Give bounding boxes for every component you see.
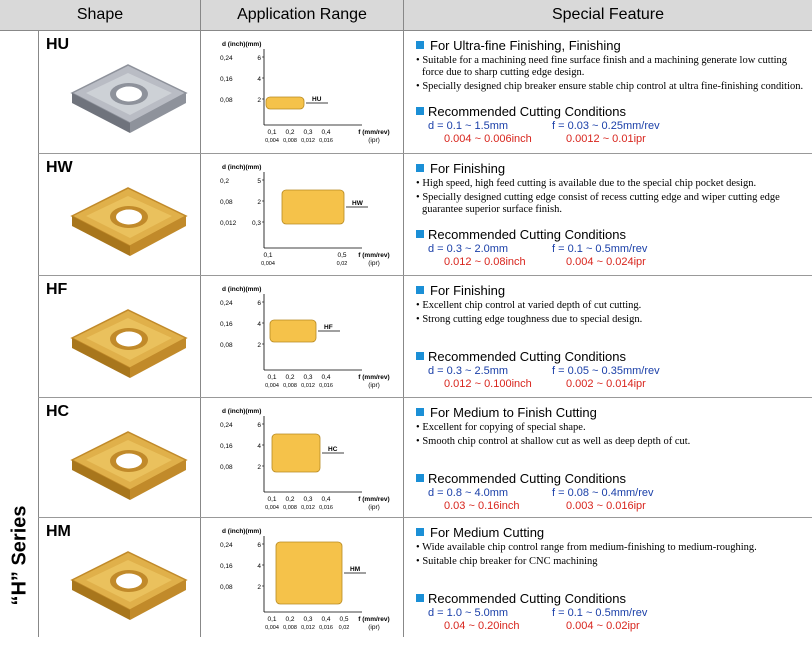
- feature-bullet: • Excellent chip control at varied depth of cut cutting.: [416, 300, 642, 311]
- feature-title: [416, 38, 621, 53]
- chart-tick-label: 2: [257, 97, 261, 104]
- divider: [38, 397, 812, 398]
- insert-code: HM: [46, 523, 71, 540]
- chart-tick-label: 0,3: [303, 616, 313, 623]
- divider: [38, 153, 812, 154]
- feature-bullet: • Specially designed cutting edge consist of recess cutting edge and wiper cutting edge guarantee superior surface finish.: [416, 192, 780, 215]
- insert-hole: [116, 454, 142, 469]
- chart-tick-label: 0,08: [220, 199, 233, 206]
- chart-tick-label: 0,08: [220, 464, 233, 471]
- series-label: “H” Series: [8, 505, 31, 606]
- feature-bullet: • Suitable for a machining need fine surface finish and a machining generate low cutting force due to sharp cutting edge design.: [416, 55, 788, 78]
- chart-tick-label: 0,008: [283, 505, 297, 511]
- feature-bullet-text: Strong cutting edge toughness due to special design.: [422, 314, 643, 325]
- recommended-title-text: Recommended Cutting Conditions: [428, 104, 626, 119]
- chart-tick-label: 0,3: [303, 129, 313, 136]
- feature-bullets: [414, 422, 806, 450]
- chart-tick-label: 4: [257, 443, 261, 450]
- chart-axis-label: f (mm/rev): [358, 616, 390, 623]
- chart-tick-label: 5: [257, 178, 261, 185]
- chart-tick-label: 0,2: [285, 129, 295, 136]
- insert-code: HW: [46, 159, 73, 176]
- chart-series-label: HU: [312, 96, 322, 103]
- recommended-title-text: Recommended Cutting Conditions: [428, 349, 626, 364]
- application-range-chart: [212, 404, 392, 516]
- chart-tick-label: 0,1: [267, 616, 277, 623]
- chart-range-area: [270, 320, 316, 342]
- chart-axis-label: d (inch)(mm): [222, 528, 262, 535]
- feature-bullet: • Excellent for copying of special shape.: [416, 422, 586, 433]
- feature-title: [416, 161, 505, 176]
- chart-tick-label: 0,1: [267, 496, 277, 503]
- feature-title-text: For Ultra-fine Finishing, Finishing: [430, 38, 621, 53]
- depth-of-cut-mm: d = 0.1 ~ 1.5mm: [428, 120, 509, 132]
- application-range-chart: [212, 524, 392, 636]
- chart-tick-label: 0,016: [319, 625, 333, 631]
- chart-tick-label: 0,012: [301, 505, 315, 511]
- chart-tick-label: 0,2: [285, 374, 295, 381]
- bullet-square-icon: [416, 107, 424, 115]
- feature-title-text: For Finishing: [430, 283, 506, 298]
- chart-tick-label: 0,3: [303, 374, 313, 381]
- chart-tick-label: 0,4: [321, 496, 331, 503]
- chart-axis-label: f (mm/rev): [358, 252, 390, 259]
- bullet-square-icon: [416, 230, 424, 238]
- chart-tick-label: 0,012: [301, 383, 315, 389]
- chart-tick-label: 0,24: [220, 300, 233, 307]
- chart-axis-label: d (inch)(mm): [222, 286, 262, 293]
- bullet-square-icon: [416, 286, 424, 294]
- chart-tick-label: 0,4: [321, 616, 331, 623]
- feed-mm: f = 0.03 ~ 0.25mm/rev: [552, 120, 660, 132]
- chart-tick-label: 2: [257, 464, 261, 471]
- chart-axis-label: (ipr): [368, 382, 380, 389]
- chart-tick-label: 0,08: [220, 584, 233, 591]
- chart-tick-label: 6: [257, 55, 261, 62]
- chart-tick-label: 0,1: [267, 129, 277, 136]
- feed-mm: f = 0.05 ~ 0.35mm/rev: [552, 365, 660, 377]
- feed-ipr: 0.004 ~ 0.02ipr: [566, 620, 640, 632]
- chart-tick-label: 0,08: [220, 97, 233, 104]
- insert-hole: [116, 87, 142, 102]
- chart-tick-label: 0,1: [267, 374, 277, 381]
- depth-of-cut-inch: 0.04 ~ 0.20inch: [444, 620, 520, 632]
- recommended-title: [416, 349, 626, 364]
- depth-of-cut-mm: d = 0.3 ~ 2.5mm: [428, 365, 509, 377]
- chart-tick-label: 0,02: [336, 261, 348, 267]
- chart-tick-label: 0,2: [285, 616, 295, 623]
- feature-bullets: [414, 178, 806, 218]
- chart-tick-label: 0,008: [283, 625, 297, 631]
- feature-title-text: For Medium to Finish Cutting: [430, 405, 597, 420]
- insert-hole: [116, 574, 142, 589]
- feed-ipr: 0.0012 ~ 0.01ipr: [566, 133, 646, 145]
- application-range-chart: [212, 282, 392, 394]
- bullet-square-icon: [416, 528, 424, 536]
- recommended-title-text: Recommended Cutting Conditions: [428, 591, 626, 606]
- chart-axis-label: (ipr): [368, 504, 380, 511]
- insert-hole: [116, 210, 142, 225]
- feature-title-text: For Medium Cutting: [430, 525, 545, 540]
- chart-axis-label: (ipr): [368, 137, 380, 144]
- chart-tick-label: 0,02: [338, 625, 350, 631]
- bullet-square-icon: [416, 474, 424, 482]
- chart-tick-label: 0,2: [220, 178, 230, 185]
- feature-bullet-text: Excellent for copying of special shape.: [422, 422, 586, 433]
- feature-bullet: • Strong cutting edge toughness due to special design.: [416, 314, 643, 325]
- chart-tick-label: 0,24: [220, 542, 233, 549]
- header-special-feature: Special Feature: [551, 6, 665, 23]
- insert-image: [64, 420, 194, 512]
- bullet-square-icon: [416, 594, 424, 602]
- feature-bullet-text: Suitable chip breaker for CNC machining: [422, 556, 598, 567]
- chart-tick-label: 0,1: [263, 252, 273, 259]
- chart-series-label: HW: [352, 200, 363, 207]
- chart-tick-label: 0,012: [301, 625, 315, 631]
- chart-axis-label: f (mm/rev): [358, 496, 390, 503]
- chart-series-label: HM: [350, 566, 361, 573]
- chart-tick-label: 0,24: [220, 55, 233, 62]
- header-shape: Shape: [76, 6, 124, 23]
- chart-tick-label: 0,4: [321, 374, 331, 381]
- chart-axis-label: d (inch)(mm): [222, 41, 262, 48]
- feature-bullets: [414, 542, 806, 570]
- divider: [403, 0, 404, 637]
- chart-tick-label: 0,016: [319, 383, 333, 389]
- depth-of-cut-mm: d = 0.8 ~ 4.0mm: [428, 487, 509, 499]
- bullet-square-icon: [416, 164, 424, 172]
- chart-tick-label: 0,004: [265, 383, 279, 389]
- feed-mm: f = 0.08 ~ 0.4mm/rev: [552, 487, 654, 499]
- feature-title: [416, 525, 544, 540]
- insert-image: [64, 540, 194, 632]
- chart-axis-label: f (mm/rev): [358, 374, 390, 381]
- feature-bullet: • Specially designed chip breaker ensure stable chip control at ultra fine-finishing condition.: [416, 81, 804, 92]
- feature-bullets: [414, 55, 806, 95]
- chart-tick-label: 0,008: [283, 383, 297, 389]
- chart-tick-label: 6: [257, 542, 261, 549]
- feature-bullet: • Suitable chip breaker for CNC machining: [416, 556, 598, 567]
- chart-tick-label: 0,16: [220, 443, 233, 450]
- depth-of-cut-inch: 0.03 ~ 0.16inch: [444, 500, 520, 512]
- recommended-title-text: Recommended Cutting Conditions: [428, 471, 626, 486]
- feature-bullet-text: Specially designed cutting edge consist of recess cutting edge and wiper cutting edge guarantee superior surface finish.: [422, 192, 780, 215]
- chart-tick-label: 2: [257, 342, 261, 349]
- chart-axis-label: (ipr): [368, 624, 380, 631]
- feed-mm: f = 0.1 ~ 0.5mm/rev: [552, 607, 648, 619]
- chart-range-area: [272, 434, 320, 472]
- chart-tick-label: 0,004: [265, 138, 279, 144]
- feed-ipr: 0.002 ~ 0.014ipr: [566, 378, 646, 390]
- table-header: [0, 0, 812, 31]
- chart-tick-label: 0,012: [301, 138, 315, 144]
- bullet-square-icon: [416, 352, 424, 360]
- recommended-title-text: Recommended Cutting Conditions: [428, 227, 626, 242]
- chart-tick-label: 0,16: [220, 563, 233, 570]
- insert-code: HF: [46, 281, 68, 298]
- feed-ipr: 0.004 ~ 0.024ipr: [566, 256, 646, 268]
- chart-tick-label: 0,008: [283, 138, 297, 144]
- feature-bullet: • High speed, high feed cutting is available due to the special chip pocket design.: [416, 178, 757, 189]
- chart-tick-label: 0,012: [220, 220, 237, 227]
- chart-tick-label: 0,16: [220, 321, 233, 328]
- bullet-square-icon: [416, 41, 424, 49]
- chart-tick-label: 4: [257, 321, 261, 328]
- chart-tick-label: 0,2: [285, 496, 295, 503]
- feature-title-text: For Finishing: [430, 161, 506, 176]
- depth-of-cut-inch: 0.004 ~ 0.006inch: [444, 133, 532, 145]
- divider: [38, 517, 812, 518]
- chart-tick-label: 0,5: [339, 616, 349, 623]
- chart-tick-label: 0,5: [337, 252, 347, 259]
- feature-bullet: • Wide available chip control range from medium-finishing to medium-roughing.: [416, 542, 757, 553]
- chart-axis-label: (ipr): [368, 260, 380, 267]
- bullet-square-icon: [416, 408, 424, 416]
- chart-tick-label: 0,3: [251, 220, 261, 227]
- chart-range-area: [282, 190, 344, 224]
- application-range-chart: [212, 160, 392, 272]
- depth-of-cut-mm: d = 1.0 ~ 5.0mm: [428, 607, 509, 619]
- chart-tick-label: 0,08: [220, 342, 233, 349]
- chart-range-area: [266, 97, 304, 109]
- chart-tick-label: 0,004: [265, 505, 279, 511]
- divider: [200, 0, 201, 637]
- feature-bullet-text: Suitable for a machining need fine surface finish and a machining generate low cutting force due to sharp cutting edge design.: [422, 55, 788, 78]
- application-range-chart: [212, 37, 392, 149]
- chart-tick-label: 4: [257, 76, 261, 83]
- feature-title: [416, 283, 505, 298]
- feed-ipr: 0.003 ~ 0.016ipr: [566, 500, 646, 512]
- feature-bullet: • Smooth chip control at shallow cut as well as deep depth of cut.: [416, 436, 691, 447]
- chart-axis-label: d (inch)(mm): [222, 408, 262, 415]
- chart-series-label: HC: [328, 446, 338, 453]
- insert-image: [64, 298, 194, 390]
- feature-title: [416, 405, 597, 420]
- chart-tick-label: 0,016: [319, 505, 333, 511]
- insert-code: HU: [46, 36, 70, 53]
- depth-of-cut-inch: 0.012 ~ 0.100inch: [444, 378, 532, 390]
- chart-tick-label: 0,24: [220, 422, 233, 429]
- recommended-title: [416, 104, 626, 119]
- feature-bullet-text: Specially designed chip breaker ensure stable chip control at ultra fine-finishing condition.: [422, 81, 804, 92]
- chart-tick-label: 0,016: [319, 138, 333, 144]
- chart-tick-label: 0,4: [321, 129, 331, 136]
- feature-bullet-text: Wide available chip control range from medium-finishing to medium-roughing.: [422, 542, 757, 553]
- chart-axis-label: d (inch)(mm): [222, 164, 262, 171]
- chart-range-area: [276, 542, 342, 604]
- chart-tick-label: 0,004: [265, 625, 279, 631]
- chart-tick-label: 6: [257, 422, 261, 429]
- depth-of-cut-mm: d = 0.3 ~ 2.0mm: [428, 243, 509, 255]
- depth-of-cut-inch: 0.012 ~ 0.08inch: [444, 256, 526, 268]
- chart-series-label: HF: [324, 324, 333, 331]
- chart-tick-label: 2: [257, 584, 261, 591]
- chart-tick-label: 6: [257, 300, 261, 307]
- feature-bullet-text: Excellent chip control at varied depth of cut cutting.: [422, 300, 642, 311]
- feature-bullet-text: High speed, high feed cutting is available due to the special chip pocket design.: [422, 178, 757, 189]
- insert-code: HC: [46, 403, 70, 420]
- chart-axis-label: f (mm/rev): [358, 129, 390, 136]
- recommended-title: [416, 591, 626, 606]
- chart-tick-label: 0,16: [220, 76, 233, 83]
- divider: [38, 275, 812, 276]
- recommended-title: [416, 227, 626, 242]
- feed-mm: f = 0.1 ~ 0.5mm/rev: [552, 243, 648, 255]
- insert-hole: [116, 332, 142, 347]
- chart-tick-label: 0,004: [261, 261, 275, 267]
- header-application-range: Application Range: [237, 6, 367, 23]
- chart-tick-label: 2: [257, 199, 261, 206]
- insert-image: [64, 53, 194, 145]
- feature-bullet-text: Smooth chip control at shallow cut as well as deep depth of cut.: [422, 436, 691, 447]
- chart-tick-label: 4: [257, 563, 261, 570]
- feature-bullets: [414, 300, 806, 328]
- recommended-title: [416, 471, 626, 486]
- insert-image: [64, 176, 194, 268]
- divider: [38, 31, 39, 637]
- chart-tick-label: 0,3: [303, 496, 313, 503]
